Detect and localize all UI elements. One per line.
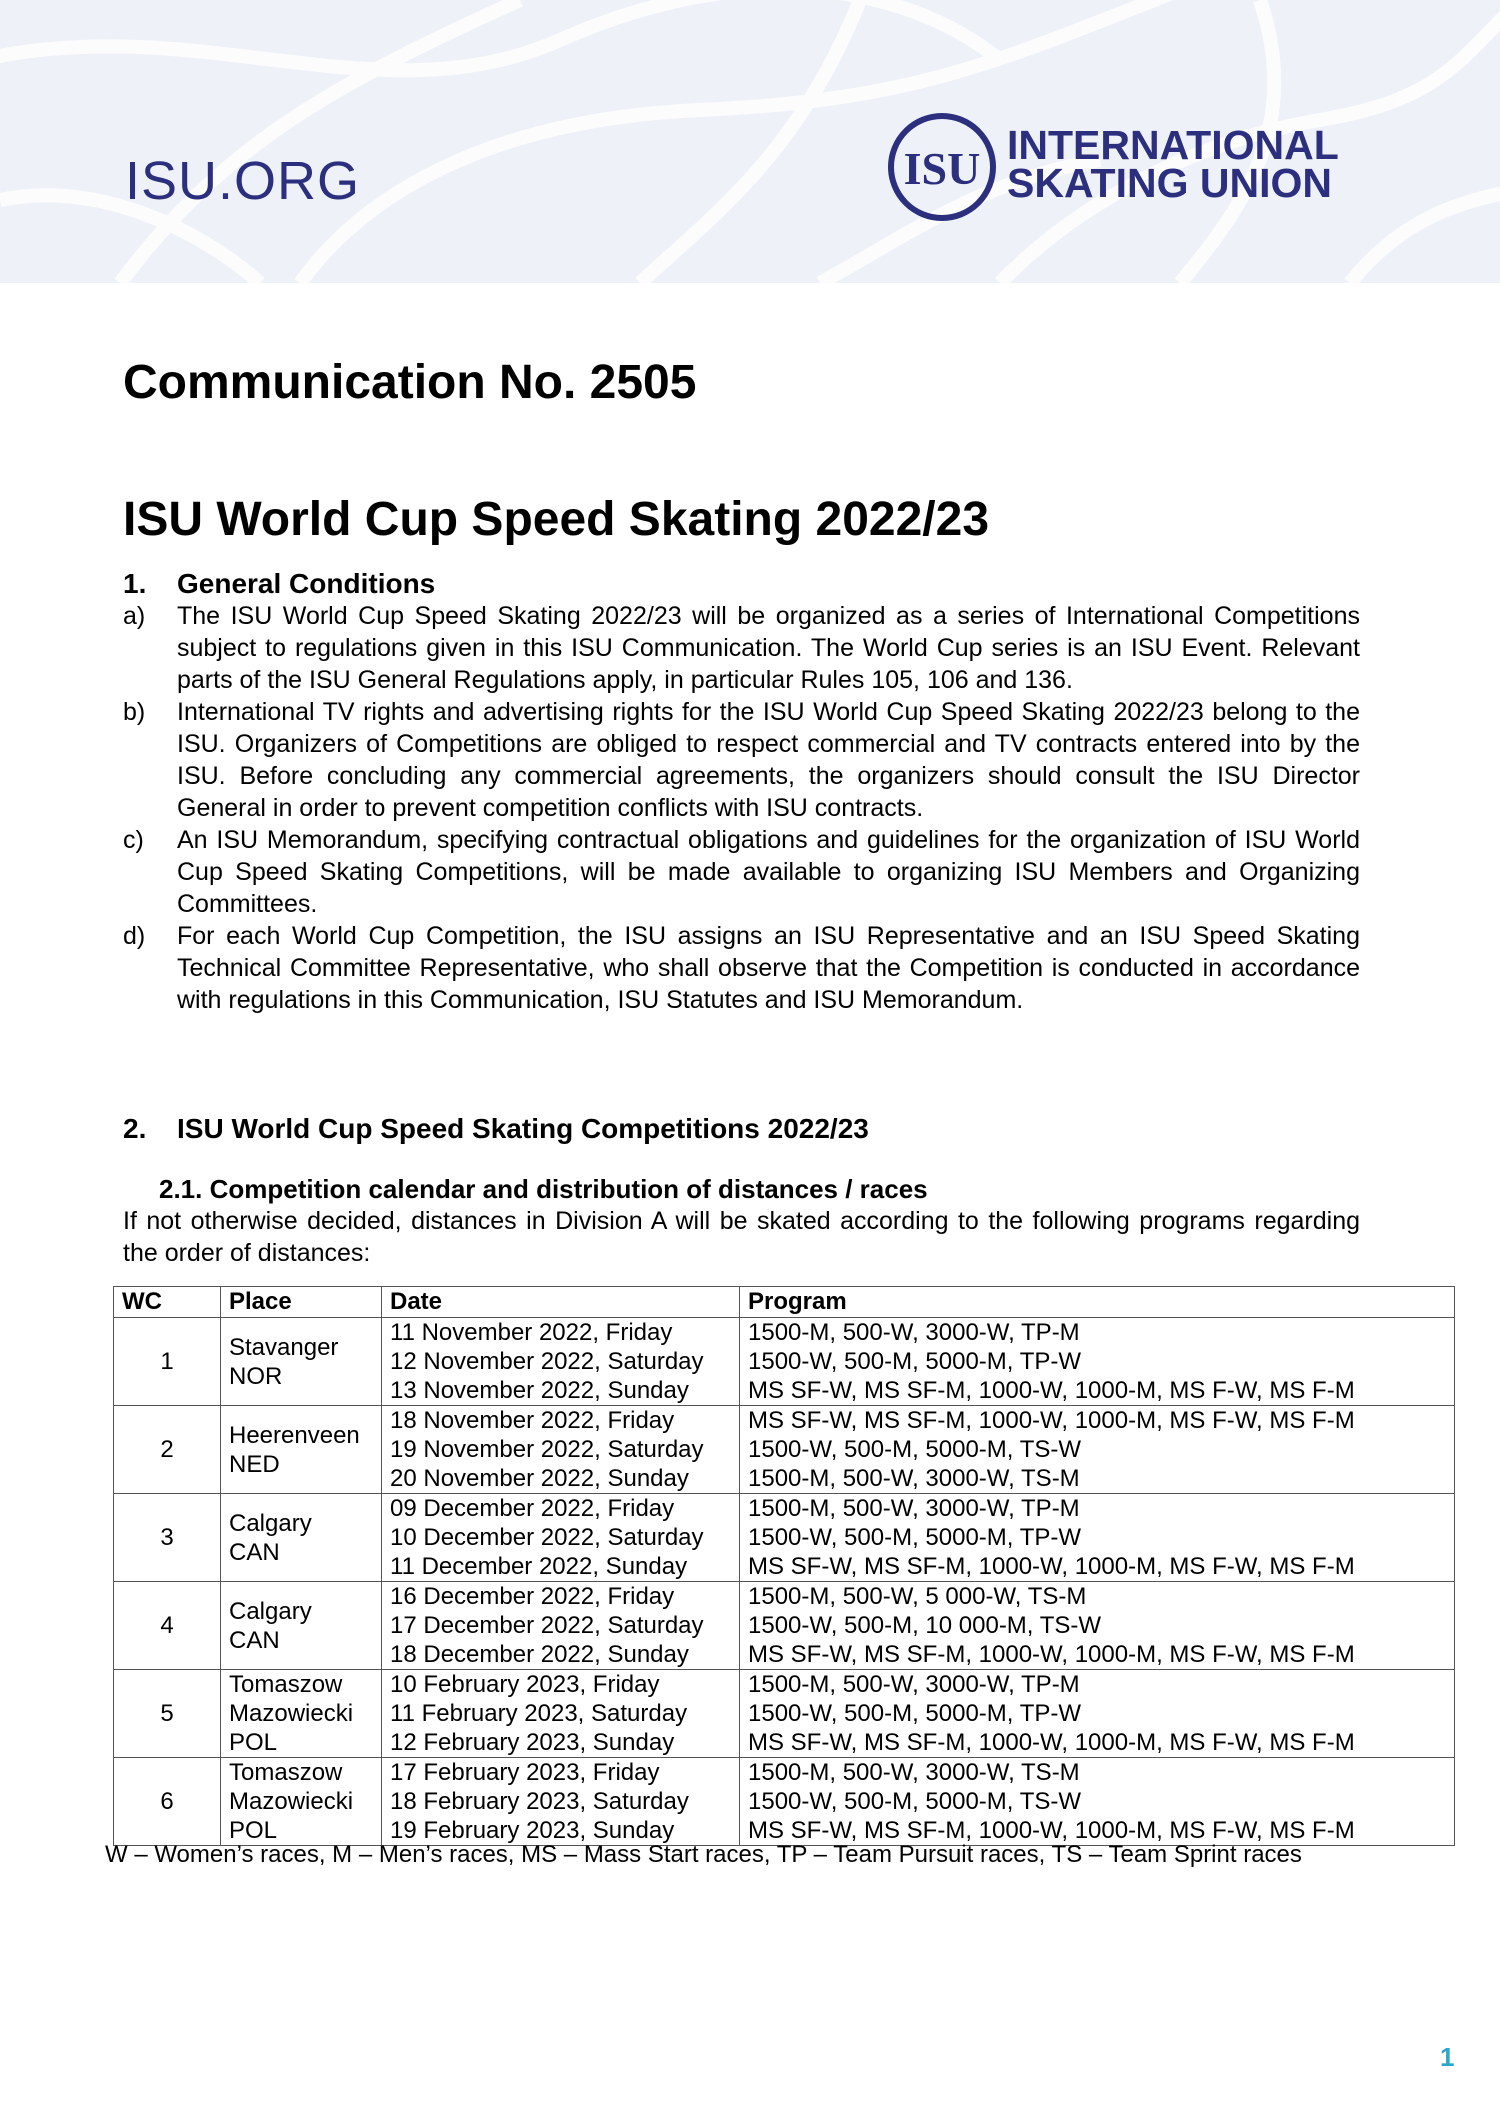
item-text: An ISU Memorandum, specifying contractual obligations and guidelines for the organization of ISU World Cup Speed Skating Competitions, will be made available to organizing ISU Members and Organizing Committees. <box>177 826 1360 918</box>
cell-place: Tomaszow Mazowiecki POL <box>221 1670 382 1758</box>
cell-wc: 6 <box>114 1758 221 1846</box>
item-text: The ISU World Cup Speed Skating 2022/23 will be organized as a series of International Competitions subject to regulations given in this ISU Communication. The World Cup series is an ISU Event. Relevant parts of the ISU General Regulations apply, in particular Rules 105, 106 and 136. <box>177 602 1360 694</box>
item-marker: c) <box>123 826 144 854</box>
page-header <box>0 0 1500 283</box>
cell-dates: 11 November 2022, Friday 12 November 2022, Saturday 13 November 2022, Sunday <box>382 1318 740 1406</box>
list-item <box>123 920 1360 1016</box>
list-item <box>123 696 1360 824</box>
communication-title: Communication No. 2505 <box>123 356 697 409</box>
event-title: ISU World Cup Speed Skating 2022/23 <box>123 493 990 546</box>
cell-dates: 09 December 2022, Friday 10 December 2022, Saturday 11 December 2022, Sunday <box>382 1494 740 1582</box>
cell-place: Tomaszow Mazowiecki POL <box>221 1758 382 1846</box>
cell-place: Stavanger NOR <box>221 1318 382 1406</box>
list-item <box>123 600 1360 696</box>
cell-programs: 1500-M, 500-W, 3000-W, TP-M 1500-W, 500-M, 5000-M, TP-W MS SF-W, MS SF-M, 1000-W, 1000-M, MS F-W, MS F-M <box>740 1318 1455 1406</box>
section-2-number: 2. <box>123 1113 147 1144</box>
column-header-wc: WC <box>114 1287 221 1318</box>
cell-wc: 5 <box>114 1670 221 1758</box>
section-competitions <box>123 1113 1360 1269</box>
cell-wc: 3 <box>114 1494 221 1582</box>
cell-dates: 10 February 2023, Friday 11 February 2023, Saturday 12 February 2023, Sunday <box>382 1670 740 1758</box>
section-2-heading <box>123 1113 1360 1145</box>
cell-dates: 16 December 2022, Friday 17 December 2022, Saturday 18 December 2022, Sunday <box>382 1582 740 1670</box>
item-marker: b) <box>123 698 146 726</box>
table-row <box>114 1318 1455 1406</box>
column-header-date: Date <box>382 1287 740 1318</box>
item-text: International TV rights and advertising rights for the ISU World Cup Speed Skating 2022/23 belong to the ISU. Organizers of Competitions are obliged to respect commercial and TV contracts entered into by the ISU. Before concluding any commercial agreements, the organizers should consult the ISU Director General in order to prevent competition conflicts with ISU contracts. <box>177 698 1360 822</box>
list-item <box>123 824 1360 920</box>
logo-wordmark <box>1007 122 1339 206</box>
section-1-title: General Conditions <box>177 568 436 599</box>
competition-calendar-table <box>113 1286 1455 1846</box>
cell-dates: 18 November 2022, Friday 19 November 2022, Saturday 20 November 2022, Sunday <box>382 1406 740 1494</box>
section-general-conditions <box>123 568 1360 1016</box>
table-row <box>114 1670 1455 1758</box>
cell-programs: MS SF-W, MS SF-M, 1000-W, 1000-M, MS F-W, MS F-M 1500-W, 500-M, 5000-M, TS-W 1500-M, 500-W, 3000-W, TS-M <box>740 1406 1455 1494</box>
cell-programs: 1500-M, 500-W, 3000-W, TP-M 1500-W, 500-M, 5000-M, TP-W MS SF-W, MS SF-M, 1000-W, 1000-M, MS F-W, MS F-M <box>740 1670 1455 1758</box>
subsection-2-1-heading: 2.1. Competition calendar and distribution of distances / races <box>159 1174 928 1204</box>
table-row <box>114 1406 1455 1494</box>
item-marker: d) <box>123 922 146 950</box>
table-row <box>114 1758 1455 1846</box>
table-header-row <box>114 1287 1455 1318</box>
table-row <box>114 1582 1455 1670</box>
page-number: 1 <box>1440 2042 1455 2072</box>
table-row <box>114 1494 1455 1582</box>
item-text: For each World Cup Competition, the ISU assigns an ISU Representative and an ISU Speed Skating Technical Committee Representative, who shall observe that the Competition is conducted in accordance with regulations in this Communication, ISU Statutes and ISU Memorandum. <box>177 922 1360 1014</box>
item-marker: a) <box>123 602 146 630</box>
cell-wc: 2 <box>114 1406 221 1494</box>
cell-programs: 1500-M, 500-W, 3000-W, TS-M 1500-W, 500-M, 5000-M, TS-W MS SF-W, MS SF-M, 1000-W, 1000-M, MS F-W, MS F-M <box>740 1758 1455 1846</box>
table-legend: W – Women’s races, M – Men’s races, MS – Mass Start races, TP – Team Pursuit races, TS – Team Sprint races <box>105 1841 1302 1868</box>
cell-place: Calgary CAN <box>221 1582 382 1670</box>
cell-wc: 1 <box>114 1318 221 1406</box>
cell-wc: 4 <box>114 1582 221 1670</box>
cell-place: Heerenveen NED <box>221 1406 382 1494</box>
logo-monogram: ISU <box>903 143 981 194</box>
subsection-intro: If not otherwise decided, distances in Division A will be skated according to the following programs regarding the order of distances: <box>123 1207 1360 1267</box>
isu-logo <box>885 108 1365 228</box>
column-header-place: Place <box>221 1287 382 1318</box>
cell-programs: 1500-M, 500-W, 5 000-W, TS-M 1500-W, 500-M, 10 000-M, TS-W MS SF-W, MS SF-M, 1000-W, 1000-M, MS F-W, MS F-M <box>740 1582 1455 1670</box>
column-header-program: Program <box>740 1287 1455 1318</box>
site-url[interactable]: ISU.ORG <box>125 151 361 211</box>
cell-dates: 17 February 2023, Friday 18 February 2023, Saturday 19 February 2023, Sunday <box>382 1758 740 1846</box>
cell-place: Calgary CAN <box>221 1494 382 1582</box>
section-1-number: 1. <box>123 568 147 599</box>
logo-line-1: INTERNATIONAL <box>1007 122 1339 168</box>
section-1-heading <box>123 568 1360 600</box>
section-2-title: ISU World Cup Speed Skating Competitions 2022/23 <box>177 1113 869 1144</box>
cell-programs: 1500-M, 500-W, 3000-W, TP-M 1500-W, 500-M, 5000-M, TP-W MS SF-W, MS SF-M, 1000-W, 1000-M, MS F-W, MS F-M <box>740 1494 1455 1582</box>
isu-monogram-icon <box>885 110 999 224</box>
logo-line-2: SKATING UNION <box>1007 160 1332 206</box>
